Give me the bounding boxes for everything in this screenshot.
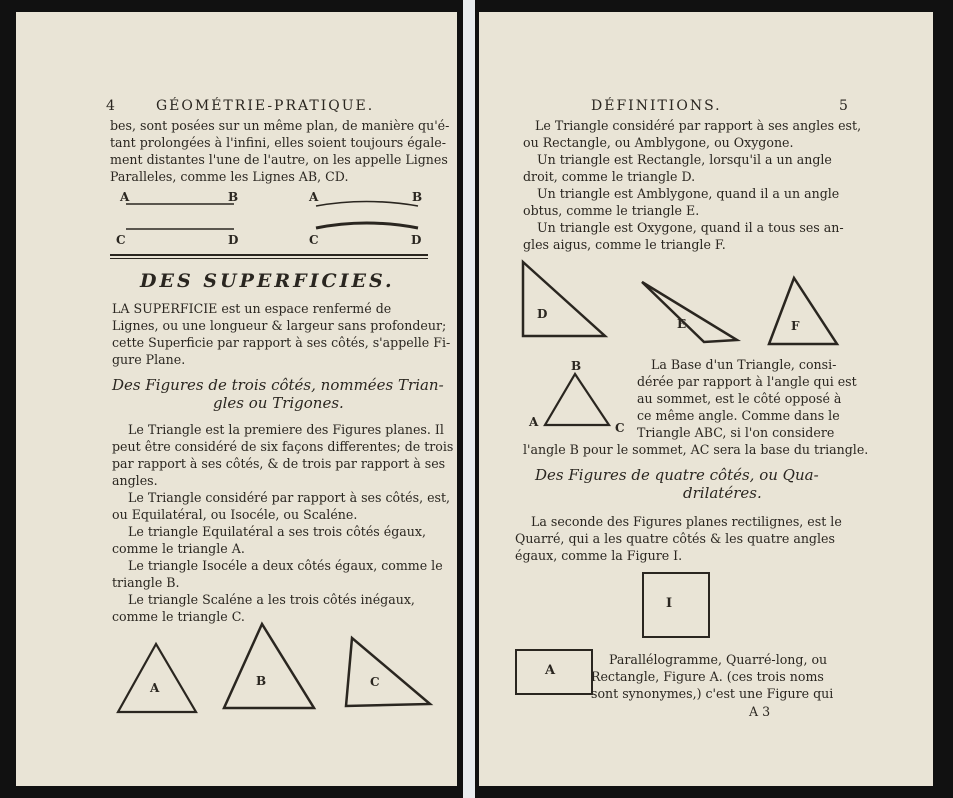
signature-mark: A 3 [749,704,771,719]
triangle-abc-figure [509,352,649,442]
triangles-by-angles-figure [479,252,933,352]
label-c: C [615,421,625,435]
label-e: E [677,317,687,331]
text-line: dérée par rapport à l'angle qui est [637,374,857,389]
text-line: ou Equilatéral, ou Isocéle, ou Scaléne. [112,507,358,522]
triangle-abc [545,374,609,425]
text-line: Le triangle Isocéle a deux côtés égaux, comme le [128,558,443,573]
text-line: Quarré, qui a les quatre côtés & les quatre angles [515,531,835,546]
subtitle: Des Figures de quatre côtés, ou Qua- [535,466,819,484]
rectangle-figure [515,649,593,695]
rectangle-label: A [545,663,556,678]
text-line: cette Superficie par rapport à ses côtés, s'appelle Fi- [112,335,451,350]
label-a: A [120,190,130,204]
label-b: B [256,674,267,688]
text-line: l'angle B pour le sommet, AC sera la base du triangle. [523,442,869,457]
page-number: 5 [839,98,850,114]
running-head: DÉFINITIONS. [591,98,722,114]
subtitle: gles ou Trigones. [213,394,344,412]
text-line: ou Rectangle, ou Amblygone, ou Oxygone. [523,135,794,150]
text-line: obtus, comme le triangle E. [523,203,700,218]
text-line: Le Triangle considéré par rapport à ses angles est, [535,118,862,133]
gutter [463,0,475,798]
text-line: Le triangle Scaléne a les trois côtés inégaux, [128,592,415,607]
text-line: Le Triangle est la premiere des Figures planes. Il [128,422,444,437]
text-line: LA SUPERFICIE est un espace renfermé de [112,301,392,316]
square-label: I [666,596,673,611]
text-line: gles aigus, comme le triangle F. [523,237,726,252]
label-b: B [228,190,239,204]
text-line: Un triangle est Amblygone, quand il a un angle [537,186,840,201]
text-line: La seconde des Figures planes rectilignes, est le [531,514,842,529]
label-a: A [309,190,319,204]
text-line: gure Plane. [112,352,186,367]
triangles-by-sides-figure [16,622,457,722]
label-d: D [411,233,422,247]
text-line: droit, comme le triangle D. [523,169,696,184]
text-line: comme le triangle A. [112,541,245,556]
text-line: peut être considéré de six façons differentes; de trois [112,439,454,454]
triangle-a [118,644,196,712]
text-line: triangle B. [112,575,180,590]
triangle-e [642,282,737,342]
text-line: Triangle ABC, si l'on considere [637,425,835,440]
text-line: égaux, comme la Figure I. [515,548,683,563]
label-c: C [116,233,126,247]
label-c: C [309,233,319,247]
triangle-c [346,638,430,706]
triangle-f [769,278,837,344]
text-line: tant prolongées à l'infini, elles soient toujours égale- [110,135,446,150]
label-c: C [370,675,380,689]
text-line: Un triangle est Oxygone, quand il a tous ses an- [537,220,844,235]
text-line: comme le triangle C. [112,609,245,624]
label-b: B [412,190,423,204]
left-page [16,12,457,786]
label-a: A [150,681,160,695]
label-a: A [529,415,539,429]
text-line: sont synonymes,) c'est une Figure qui [591,686,834,701]
text-line: ment distantes l'une de l'autre, on les appelle Lignes [110,152,448,167]
subtitle: drilatéres. [683,484,762,502]
label-d: D [228,233,239,247]
page-number: 4 [106,98,117,114]
text-line: Paralleles, comme les Lignes AB, CD. [110,169,349,184]
subtitle: Des Figures de trois côtés, nommées Trian- [112,376,444,394]
text-line: bes, sont posées sur un même plan, de manière qu'é- [110,118,450,133]
text-line: Parallélogramme, Quarré-long, ou [609,652,828,667]
label-b: B [571,359,582,373]
text-line: Lignes, ou une longueur & largeur sans profondeur; [112,318,447,333]
text-line: au sommet, est le côté opposé à [637,391,842,406]
text-line: Rectangle, Figure A. (ces trois noms [591,669,824,684]
label-f: F [791,319,800,333]
text-line: ce même angle. Comme dans le [637,408,840,423]
triangle-b [224,624,314,708]
rule-thick [110,254,428,256]
section-title: DES SUPERFICIES. [140,270,395,292]
text-line: La Base d'un Triangle, consi- [651,357,837,372]
text-line: Un triangle est Rectangle, lorsqu'il a un angle [537,152,832,167]
right-page [479,12,933,786]
running-head: GÉOMÉTRIE-PRATIQUE. [156,98,375,114]
text-line: par rapport à ses côtés, & de trois par rapport à ses [112,456,446,471]
parallel-lines-figure [16,182,457,252]
text-line: Le Triangle considéré par rapport à ses côtés, est, [128,490,451,505]
triangle-d [523,262,605,336]
text-line: Le triangle Equilatéral a ses trois côtés égaux, [128,524,427,539]
text-line: angles. [112,473,158,488]
rule-thin [110,258,428,259]
square-figure [642,572,710,638]
label-d: D [537,307,548,321]
